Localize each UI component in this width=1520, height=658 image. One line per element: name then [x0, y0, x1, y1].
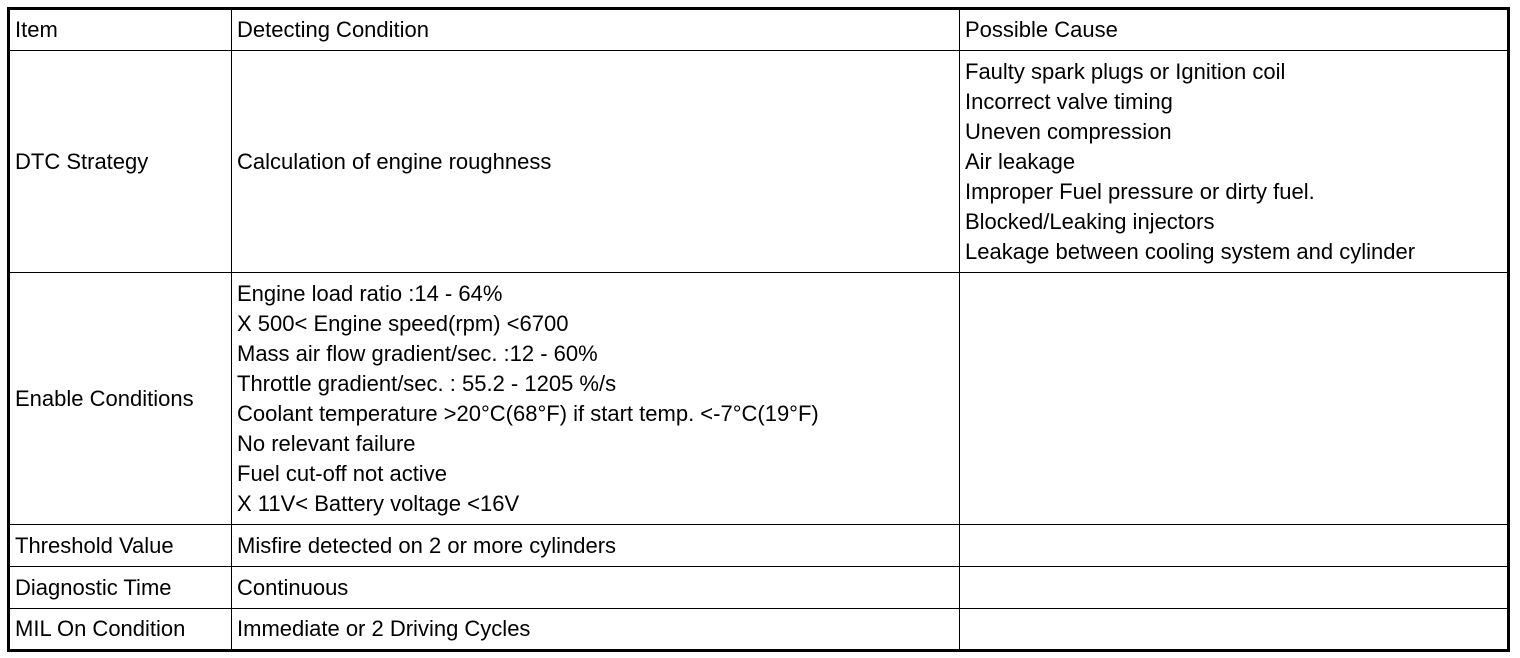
header-detecting-condition: Detecting Condition: [232, 9, 960, 51]
condition-line: X 11V< Battery voltage <16V: [237, 490, 520, 516]
header-item: Item: [9, 9, 232, 51]
table-header-row: [9, 9, 1509, 51]
cause-line: Uneven compression: [965, 118, 1172, 144]
condition-line: Coolant temperature >20°C(68°F) if start temp. <-7°C(19°F): [237, 400, 819, 426]
cause-line: Leakage between cooling system and cylinder: [965, 238, 1416, 264]
cause-cell-empty: [960, 273, 1509, 525]
item-cell: Threshold Value: [9, 525, 232, 567]
item-cell: Diagnostic Time: [9, 567, 232, 609]
dtc-table-sheet: [7, 7, 1507, 651]
condition-line: Engine load ratio :14 - 64%: [237, 280, 503, 306]
cause-line: Blocked/Leaking injectors: [965, 208, 1215, 234]
table-row: [9, 51, 1509, 273]
condition-line: Throttle gradient/sec. : 55.2 - 1205 %/s: [237, 370, 617, 396]
table-row: [9, 609, 1509, 651]
cause-cell: [960, 51, 1509, 273]
condition-cell: [232, 51, 960, 273]
condition-line: Continuous: [237, 574, 349, 600]
cause-line: Faulty spark plugs or Ignition coil: [965, 58, 1286, 84]
condition-cell: [232, 273, 960, 525]
condition-line: Mass air flow gradient/sec. :12 - 60%: [237, 340, 598, 366]
cause-line: Air leakage: [965, 148, 1076, 174]
cause-line: Improper Fuel pressure or dirty fuel.: [965, 178, 1315, 204]
item-cell: MIL On Condition: [9, 609, 232, 651]
condition-cell: [232, 525, 960, 567]
table-row: [9, 567, 1509, 609]
cause-cell-empty: [960, 609, 1509, 651]
condition-line: Calculation of engine roughness: [237, 148, 552, 174]
condition-line: Immediate or 2 Driving Cycles: [237, 616, 531, 641]
condition-line: Fuel cut-off not active: [237, 460, 447, 486]
cause-cell-empty: [960, 567, 1509, 609]
header-possible-cause: Possible Cause: [960, 9, 1509, 51]
condition-line: X 500< Engine speed(rpm) <6700: [237, 310, 569, 336]
condition-line: Misfire detected on 2 or more cylinders: [237, 532, 617, 558]
dtc-table: [7, 7, 1510, 652]
condition-cell: [232, 609, 960, 651]
table-row: [9, 525, 1509, 567]
item-cell: DTC Strategy: [9, 51, 232, 273]
cause-line: Incorrect valve timing: [965, 88, 1173, 114]
condition-line: No relevant failure: [237, 430, 416, 456]
item-cell: Enable Conditions: [9, 273, 232, 525]
condition-cell: [232, 567, 960, 609]
cause-cell-empty: [960, 525, 1509, 567]
table-row: [9, 273, 1509, 525]
